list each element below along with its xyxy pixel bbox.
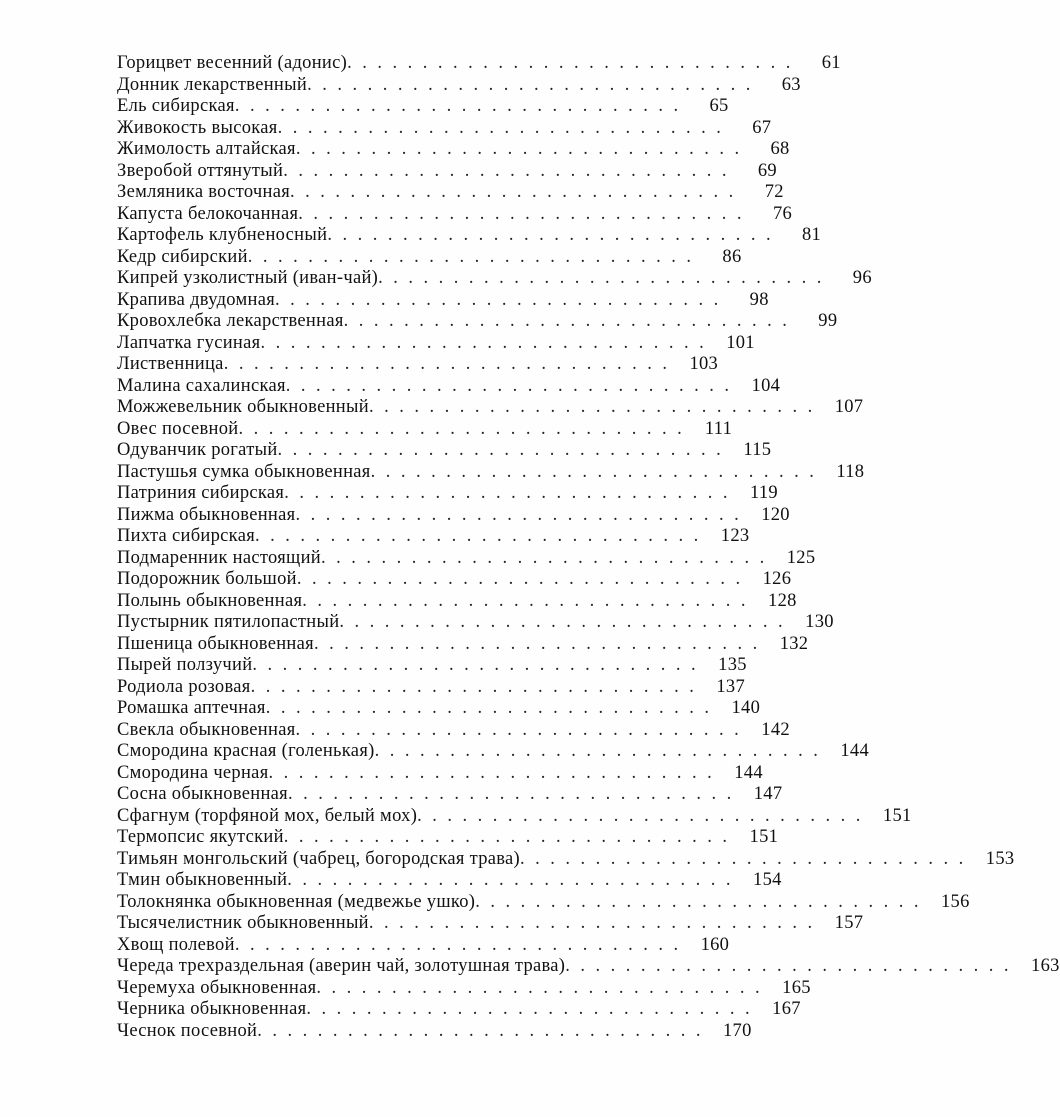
toc-entry-page: 119 <box>749 483 778 503</box>
toc-entry <box>117 805 912 828</box>
toc-entry <box>117 375 781 398</box>
dot-leader: .............................. <box>298 203 753 224</box>
toc-entry-page: 165 <box>782 977 811 998</box>
toc-entry <box>117 96 729 118</box>
toc-entry-page: 81 <box>801 225 822 245</box>
toc-entry <box>117 182 784 204</box>
toc-entry <box>117 633 809 656</box>
toc-entry-title: Жимолость алтайская <box>117 139 296 159</box>
toc-entry-title: Кипрей узколистный (иван-чай) <box>117 268 379 288</box>
toc-entry <box>117 268 872 290</box>
toc-entry <box>117 526 750 548</box>
toc-entry <box>117 311 838 333</box>
toc-entry-page: 135 <box>718 655 747 675</box>
toc-entry-page: 101 <box>726 332 755 353</box>
toc-entry <box>117 999 801 1021</box>
toc-entry-title: Череда трехраздельная (аверин чай, золотушная трава) <box>117 956 566 976</box>
dot-leader: .............................. <box>296 569 751 589</box>
toc-entry-page: 126 <box>762 569 792 589</box>
dot-leader: .............................. <box>307 74 761 95</box>
toc-entry-page: 120 <box>761 504 790 525</box>
toc-entry-title: Хвощ полевой <box>117 934 235 955</box>
toc-entry-title: Малина сахалинская <box>117 375 286 396</box>
toc-entry-title: Смородина красная (голенькая) <box>117 741 375 761</box>
toc-entry <box>117 483 778 505</box>
dot-leader: .............................. <box>378 268 832 288</box>
toc-entry-page: 137 <box>716 676 745 697</box>
toc-entry-page: 115 <box>743 440 772 460</box>
toc-entry <box>117 870 782 892</box>
toc-entry-title: Родиола розовая <box>117 676 251 697</box>
dot-leader: .............................. <box>255 526 709 546</box>
dot-leader: .............................. <box>339 612 794 632</box>
dot-leader: .............................. <box>320 547 775 568</box>
dot-leader: .............................. <box>284 483 738 503</box>
toc-entry-title: Подмаренник настоящий <box>117 547 321 568</box>
toc-entry-title: Пырей ползучий <box>117 655 253 675</box>
dot-leader: .............................. <box>283 827 738 847</box>
toc-entry-title: Толокнянка обыкновенная (медвежье ушко) <box>117 891 476 912</box>
toc-entry <box>117 719 790 742</box>
toc-entry-title: Чеснок посевной <box>117 1020 258 1041</box>
toc-entry-title: Крапива двудомная <box>117 289 276 310</box>
toc-entry <box>117 1020 752 1043</box>
toc-entry <box>117 934 730 957</box>
toc-entry-title: Тмин обыкновенный <box>117 870 288 890</box>
dot-leader: .............................. <box>565 956 1020 976</box>
toc-entry-page: 86 <box>722 246 742 267</box>
toc-entry-title: Черника обыкновенная <box>117 999 307 1019</box>
toc-entry-page: 151 <box>882 805 912 826</box>
toc-entry <box>117 655 747 677</box>
toc-entry-title: Пшеница обыкновенная <box>117 633 314 654</box>
toc-entry-title: Лиственница <box>117 354 224 374</box>
toc-entry <box>117 440 772 462</box>
toc-entry <box>117 913 864 935</box>
toc-entry <box>117 956 1060 978</box>
toc-entry <box>117 246 742 269</box>
dot-leader: .............................. <box>277 440 732 460</box>
dot-leader: .............................. <box>295 504 750 525</box>
toc-entry-page: 151 <box>749 827 779 847</box>
dot-leader: .............................. <box>283 160 737 181</box>
toc-entry-page: 125 <box>786 547 816 568</box>
dot-leader: .............................. <box>347 53 801 73</box>
toc-entry-page: 140 <box>731 698 761 718</box>
toc-entry-title: Горицвет весенний (адонис) <box>117 53 348 73</box>
toc-entry-page: 103 <box>689 354 719 374</box>
toc-entry-title: Одуванчик рогатый <box>117 440 278 460</box>
toc-entry-page: 111 <box>704 418 733 439</box>
toc-entry-page: 132 <box>779 633 809 654</box>
toc-entry <box>117 289 769 312</box>
dot-leader: .............................. <box>417 805 871 826</box>
toc-entry-page: 130 <box>805 612 834 632</box>
dot-leader: .............................. <box>368 397 823 417</box>
toc-entry <box>117 612 834 634</box>
toc-entry <box>117 504 790 527</box>
toc-entry-title: Можжевельник обыкновенный <box>117 397 369 417</box>
toc-entry-page: 153 <box>985 848 1015 869</box>
toc-entry-title: Сфагнум (торфяной мох, белый мох) <box>117 805 418 826</box>
dot-leader: .............................. <box>250 676 705 697</box>
toc-entry-title: Свекла обыкновенная <box>117 719 296 740</box>
toc-entry <box>117 784 783 806</box>
toc-entry <box>117 891 970 914</box>
toc-entry <box>117 590 797 613</box>
dot-leader: .............................. <box>234 96 689 116</box>
toc-entry <box>117 354 719 376</box>
dot-leader: .............................. <box>475 891 929 912</box>
toc-entry <box>117 397 864 419</box>
toc-entry <box>117 827 779 849</box>
toc-entry <box>117 225 822 247</box>
toc-entry <box>117 332 755 355</box>
dot-leader: .............................. <box>223 354 678 374</box>
toc-entry <box>117 117 772 140</box>
dot-leader: .............................. <box>370 461 825 482</box>
toc-entry-page: 68 <box>770 139 790 159</box>
toc-entry-page: 157 <box>834 913 864 933</box>
toc-entry <box>117 461 865 484</box>
toc-entry-page: 63 <box>781 74 801 95</box>
toc-entry-title: Полынь обыкновенная <box>117 590 303 611</box>
toc-entry-title: Овес посевной <box>117 418 239 439</box>
dot-leader: .............................. <box>368 913 823 933</box>
dot-leader: .............................. <box>285 375 740 396</box>
dot-leader: .............................. <box>277 117 732 138</box>
dot-leader: .............................. <box>302 590 757 611</box>
toc-entry-title: Пижма обыкновенная <box>117 504 296 525</box>
toc-entry-title: Живокость высокая <box>117 117 278 138</box>
toc-entry-page: 128 <box>768 590 797 611</box>
dot-leader: .............................. <box>260 332 715 353</box>
dot-leader: .............................. <box>257 1020 711 1041</box>
toc-entry-page: 67 <box>752 117 772 138</box>
dot-leader: .............................. <box>238 418 693 439</box>
toc-entry-title: Ромашка аптечная <box>117 698 266 718</box>
toc-entry-page: 76 <box>772 203 793 224</box>
toc-entry-title: Подорожник большой <box>117 569 297 589</box>
dot-leader: .............................. <box>265 698 720 718</box>
toc-entry-title: Смородина черная <box>117 762 269 783</box>
toc-entry-page: 104 <box>751 375 781 396</box>
toc-entry-page: 147 <box>753 784 783 804</box>
toc-entry-title: Земляника восточная <box>117 182 291 202</box>
toc-entry-page: 163 <box>1031 956 1060 976</box>
toc-entry-page: 144 <box>840 741 869 761</box>
dot-leader: .............................. <box>343 311 798 331</box>
toc-entry-page: 61 <box>821 53 841 73</box>
toc-entry-page: 142 <box>761 719 790 740</box>
toc-entry-title: Капуста белокочанная <box>117 203 299 224</box>
toc-entry-title: Пустырник пятилопастный <box>117 612 340 632</box>
dot-leader: .............................. <box>295 719 750 740</box>
dot-leader: .............................. <box>313 633 768 654</box>
toc-entry <box>117 53 841 75</box>
dot-leader: .............................. <box>268 762 723 783</box>
dot-leader: .............................. <box>290 182 744 202</box>
toc-entry-title: Пастушья сумка обыкновенная <box>117 461 371 482</box>
toc-entry-page: 156 <box>941 891 970 912</box>
toc-entry-page: 154 <box>753 870 782 890</box>
toc-entry-page: 99 <box>818 311 838 331</box>
dot-leader: .............................. <box>295 139 750 159</box>
toc-entry <box>117 203 793 226</box>
toc-entry <box>117 547 816 570</box>
toc-entry-title: Лапчатка гусиная <box>117 332 261 353</box>
dot-leader: .............................. <box>316 977 771 998</box>
dot-leader: .............................. <box>327 225 782 245</box>
toc-entry-title: Пихта сибирская <box>117 526 256 546</box>
toc-entry-title: Патриния сибирская <box>117 483 285 503</box>
toc-entry-page: 96 <box>852 268 872 288</box>
toc-entry-page: 167 <box>772 999 801 1019</box>
toc-entry-title: Сосна обыкновенная <box>117 784 288 804</box>
dot-leader: .............................. <box>247 246 702 267</box>
toc-entry-title: Тимьян монгольский (чабрец, богородская трава) <box>117 848 521 869</box>
dot-leader: .............................. <box>234 934 689 955</box>
toc-entry-page: 160 <box>700 934 730 955</box>
toc-entry <box>117 569 792 591</box>
toc-entry-page: 144 <box>734 762 763 783</box>
toc-entry-page: 123 <box>720 526 750 546</box>
toc-entry <box>117 160 777 183</box>
toc-entry-page: 98 <box>749 289 769 310</box>
toc-entry-title: Донник лекарственный <box>117 74 308 95</box>
table-of-contents <box>117 53 1060 1042</box>
toc-entry-title: Тысячелистник обыкновенный <box>117 913 369 933</box>
dot-leader: .............................. <box>306 999 761 1019</box>
toc-entry-title: Кровохлебка лекарственная <box>117 311 344 331</box>
toc-entry <box>117 418 733 441</box>
toc-entry-title: Черемуха обыкновенная <box>117 977 317 998</box>
toc-entry-title: Зверобой оттянутый <box>117 160 284 181</box>
dot-leader: .............................. <box>287 870 742 890</box>
dot-leader: .............................. <box>520 848 974 869</box>
toc-entry <box>117 977 811 1000</box>
dot-leader: .............................. <box>275 289 729 310</box>
dot-leader: .............................. <box>252 655 707 675</box>
toc-entry-title: Кедр сибирский <box>117 246 248 267</box>
toc-entry <box>117 139 790 161</box>
toc-entry-page: 118 <box>836 461 865 482</box>
toc-entry-title: Термопсис якутский <box>117 827 284 847</box>
toc-entry-page: 72 <box>764 182 784 202</box>
toc-entry <box>117 741 869 763</box>
toc-entry-page: 107 <box>834 397 864 417</box>
toc-entry <box>117 74 801 97</box>
dot-leader: .............................. <box>374 741 829 761</box>
toc-entry-title: Ель сибирская <box>117 96 235 116</box>
toc-entry <box>117 698 761 720</box>
toc-entry <box>117 676 745 699</box>
toc-entry <box>117 848 1015 871</box>
toc-entry-page: 170 <box>722 1020 752 1041</box>
toc-entry <box>117 762 763 785</box>
toc-entry-page: 65 <box>709 96 729 116</box>
toc-entry-title: Картофель клубненосный <box>117 225 328 245</box>
toc-entry-page: 69 <box>757 160 777 181</box>
dot-leader: .............................. <box>288 784 742 804</box>
